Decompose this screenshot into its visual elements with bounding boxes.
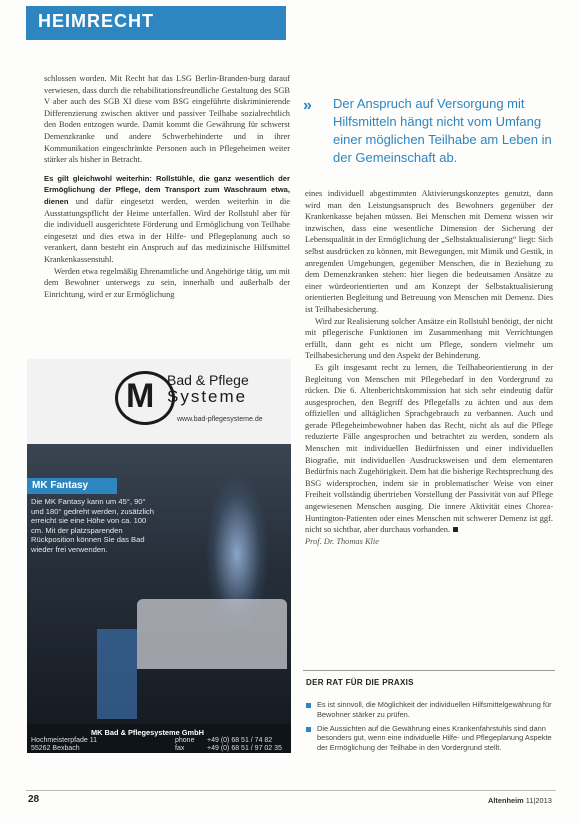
right-column: [305, 188, 553, 547]
ad-brand-line-1: Bad & Pflege: [167, 372, 249, 388]
right-paragraph-2: Wird zur Realisierung solcher Ansätze ein Rollstuhl benötigt, der nicht mit pflegerische Funktionen im Zusammenhang mit Verrichtungen erfüllt, dann geht es nicht um Pflege, sondern vielmehr um Teilhabesicherung und den Aspekt der Behinderung.: [305, 316, 553, 361]
magazine-issue: [488, 796, 552, 805]
ad-fax: +49 (0) 68 51 / 97 02 35: [207, 745, 282, 752]
ad-city: 55262 Bexbach: [31, 745, 80, 752]
ad-fax-label: fax: [175, 745, 185, 752]
right-paragraph-3-text: Es gilt insgesamt recht zu lernen, die Teilhabeorientierung in der Begleitung von Menschen mit Pflegebedarf in den Vordergrund zu rücken. Die 6. Altenberichtskommission hat sich sehr eindeutig dafür ausgesprochen, den Begriff des Pflegefalls zu ächten und aus dem offiziellen und alltäglichen Sprachgebrauch zu verbannen. Auch und gerade Pflegeheimbewohner haben das Recht, nicht als auf die Pflege reduzierte Fälle angesprochen und betrachtet zu werden, sondern als Menschen mit individuellen Bedürfnissen und einer individuellen Biografie, mit individuellen Ausdrucksweisen und dem elementaren Bedürfnis nach Zugehörigkeit. Dem hat die bisherige Rechtsprechung des BSG widersprochen, indem sie in problematischer Weise von einer Freiheit vollständig übertrieben Vorstellung der Passivität von auf Pflege angewiesenen Menschen ausging. Die innere Aktivität eines Chorea-Huntington-Patienten oder eines Menschen mit schwerer Demenz ist ggf. nicht so sichtbar, aber durchaus vorhanden.: [305, 362, 553, 535]
left-paragraph-2-bold: Es gilt gleichwohl weiterhin: Rollstühle, die ganz wesentlich der Ermöglichung der Pflege, dem Transport zum Waschraum etwa, dienen: [44, 173, 290, 206]
end-mark-icon: [453, 527, 458, 532]
pull-quote-text: Der Anspruch auf Versorgung mit Hilfsmitteln hängt nicht vom Umfang einer möglichen Teilhabe am Leben in der Gemeinschaft ab.: [333, 96, 552, 165]
left-paragraph-3: Werden etwa regelmäßig Ehrenamtliche und Angehörige tätig, um mit dem Bewohner unterwegs zu sein, innerhalb und außerhalb der Einrichtung, wird er zur Ermöglichung: [44, 266, 290, 299]
ad-street: Hochmeisterpfade 11: [31, 737, 98, 744]
magazine-name: Altenheim: [488, 796, 524, 805]
ad-phone-label: phone: [175, 737, 195, 744]
left-paragraph-2-text: und dafür eingesetzt werden, werden weiterhin in die Ausstattungspflicht der Heime unterfallen. Wird der Rollstuhl aber für die individuell ausgerichtete Förderung und Ermöglichung von Teilhabe eingesetzt und dies etwa in der Hilfe- und Pflegeplanung auch so verankert, dann besteht ein Anspruch auf das medizinische Hilfsmittel Krankenkassenstuhl.: [44, 196, 290, 264]
author-signature: Prof. Dr. Thomas Klie: [305, 536, 379, 546]
advice-item: Es ist sinnvoll, die Möglichkeit der individuellen Hilfsmittelgewährung für Bewohner stärker zu prüfen.: [306, 700, 554, 720]
right-paragraph-3: [305, 362, 553, 536]
advice-list: [306, 700, 554, 757]
advice-heading: DER RAT FÜR DIE PRAXIS: [306, 678, 414, 687]
left-paragraph-1: schlossen worden. Mit Recht hat das LSG Berlin-Branden-burg darauf verwiesen, dass durch die rehabilitationsfreundliche Gestaltung des SGB V aber auch des SGB XI diese vom BSG eingeführte diskriminierende Differenzierung zwischen aktiver und passiver Teilhabe sozialrechtlich den Boden entzogen wurde. Damit kommt die Gewährung für schwerst Demenzkranke und andere Schwerbehinderte und in ihrer Kommunikation eingeschränkte Personen auch in Pflegeheimen weiter stärker als bisher in Betracht.: [44, 74, 290, 165]
advertisement[interactable]: [27, 359, 291, 753]
section-title: HEIMRECHT: [38, 11, 154, 31]
ad-product-text: Die MK Fantasy kann um 45°, 90° und 180° gedreht werden, zusätzlich erreicht sie eine Höhe von ca. 100 cm. Mit der platzsparenden Rückposition können Sie das Bad wieder frei verwenden.: [31, 497, 154, 554]
advice-item: Die Aussichten auf die Gewährung eines Krankenfahrstuhls sind dann besonders gut, wenn eine individuelle Hilfe- und Pflegeplanung Aspekte der Ermöglichung der Teilhabe in den Vordergrund stellt.: [306, 724, 554, 753]
ad-company-name: MK Bad & Pflegesysteme GmbH: [91, 728, 204, 737]
ad-phone: +49 (0) 68 51 / 74 82: [207, 737, 273, 744]
ad-url[interactable]: www.bad-pflegesysteme.de: [177, 416, 263, 423]
mk-logo-icon: M: [115, 371, 175, 425]
advice-divider: [303, 670, 555, 671]
footer-divider: [26, 790, 556, 791]
ad-bathtub: [137, 599, 287, 669]
ad-product-title: MK Fantasy: [27, 478, 117, 494]
page-number: 28: [28, 794, 40, 805]
ad-blue-light: [97, 629, 137, 719]
section-header: [26, 6, 286, 40]
ad-brand-line-2: Systeme: [167, 387, 248, 406]
quote-mark-icon: »: [303, 97, 312, 114]
left-paragraph-2: [44, 173, 290, 266]
issue-number: 11|2013: [525, 796, 552, 805]
right-paragraph-1: eines individuell abgestimmten Aktivierungskonzeptes genutzt, dann wird man den Leistungsanspruch des Bewohners gegenüber der Krankenkasse bejahen müssen. Bei Menschen mit Demenz wissen wir inzwischen, dass eine wesentliche Dimension der Sicherung der Lebensqualität in der Ermöglichung der „Selbstaktualisierung“ liegt: Sich selbst ausdrücken zu können, mit Bewegungen, mit Mimik und Gestik, in anregenden Umgebungen, gegenüber Menschen, die in Beziehung zu dem Demenzkranken stehen: hier liegen die bedeutsamen Ansätze zu einer würdeorientierten und am Konzept der Selbstaktualisierung orientierten Begleitung und Betreuung von Menschen mit Demenz. Dies ist Teilhabesicherung.: [305, 189, 553, 314]
left-column: [44, 73, 290, 300]
